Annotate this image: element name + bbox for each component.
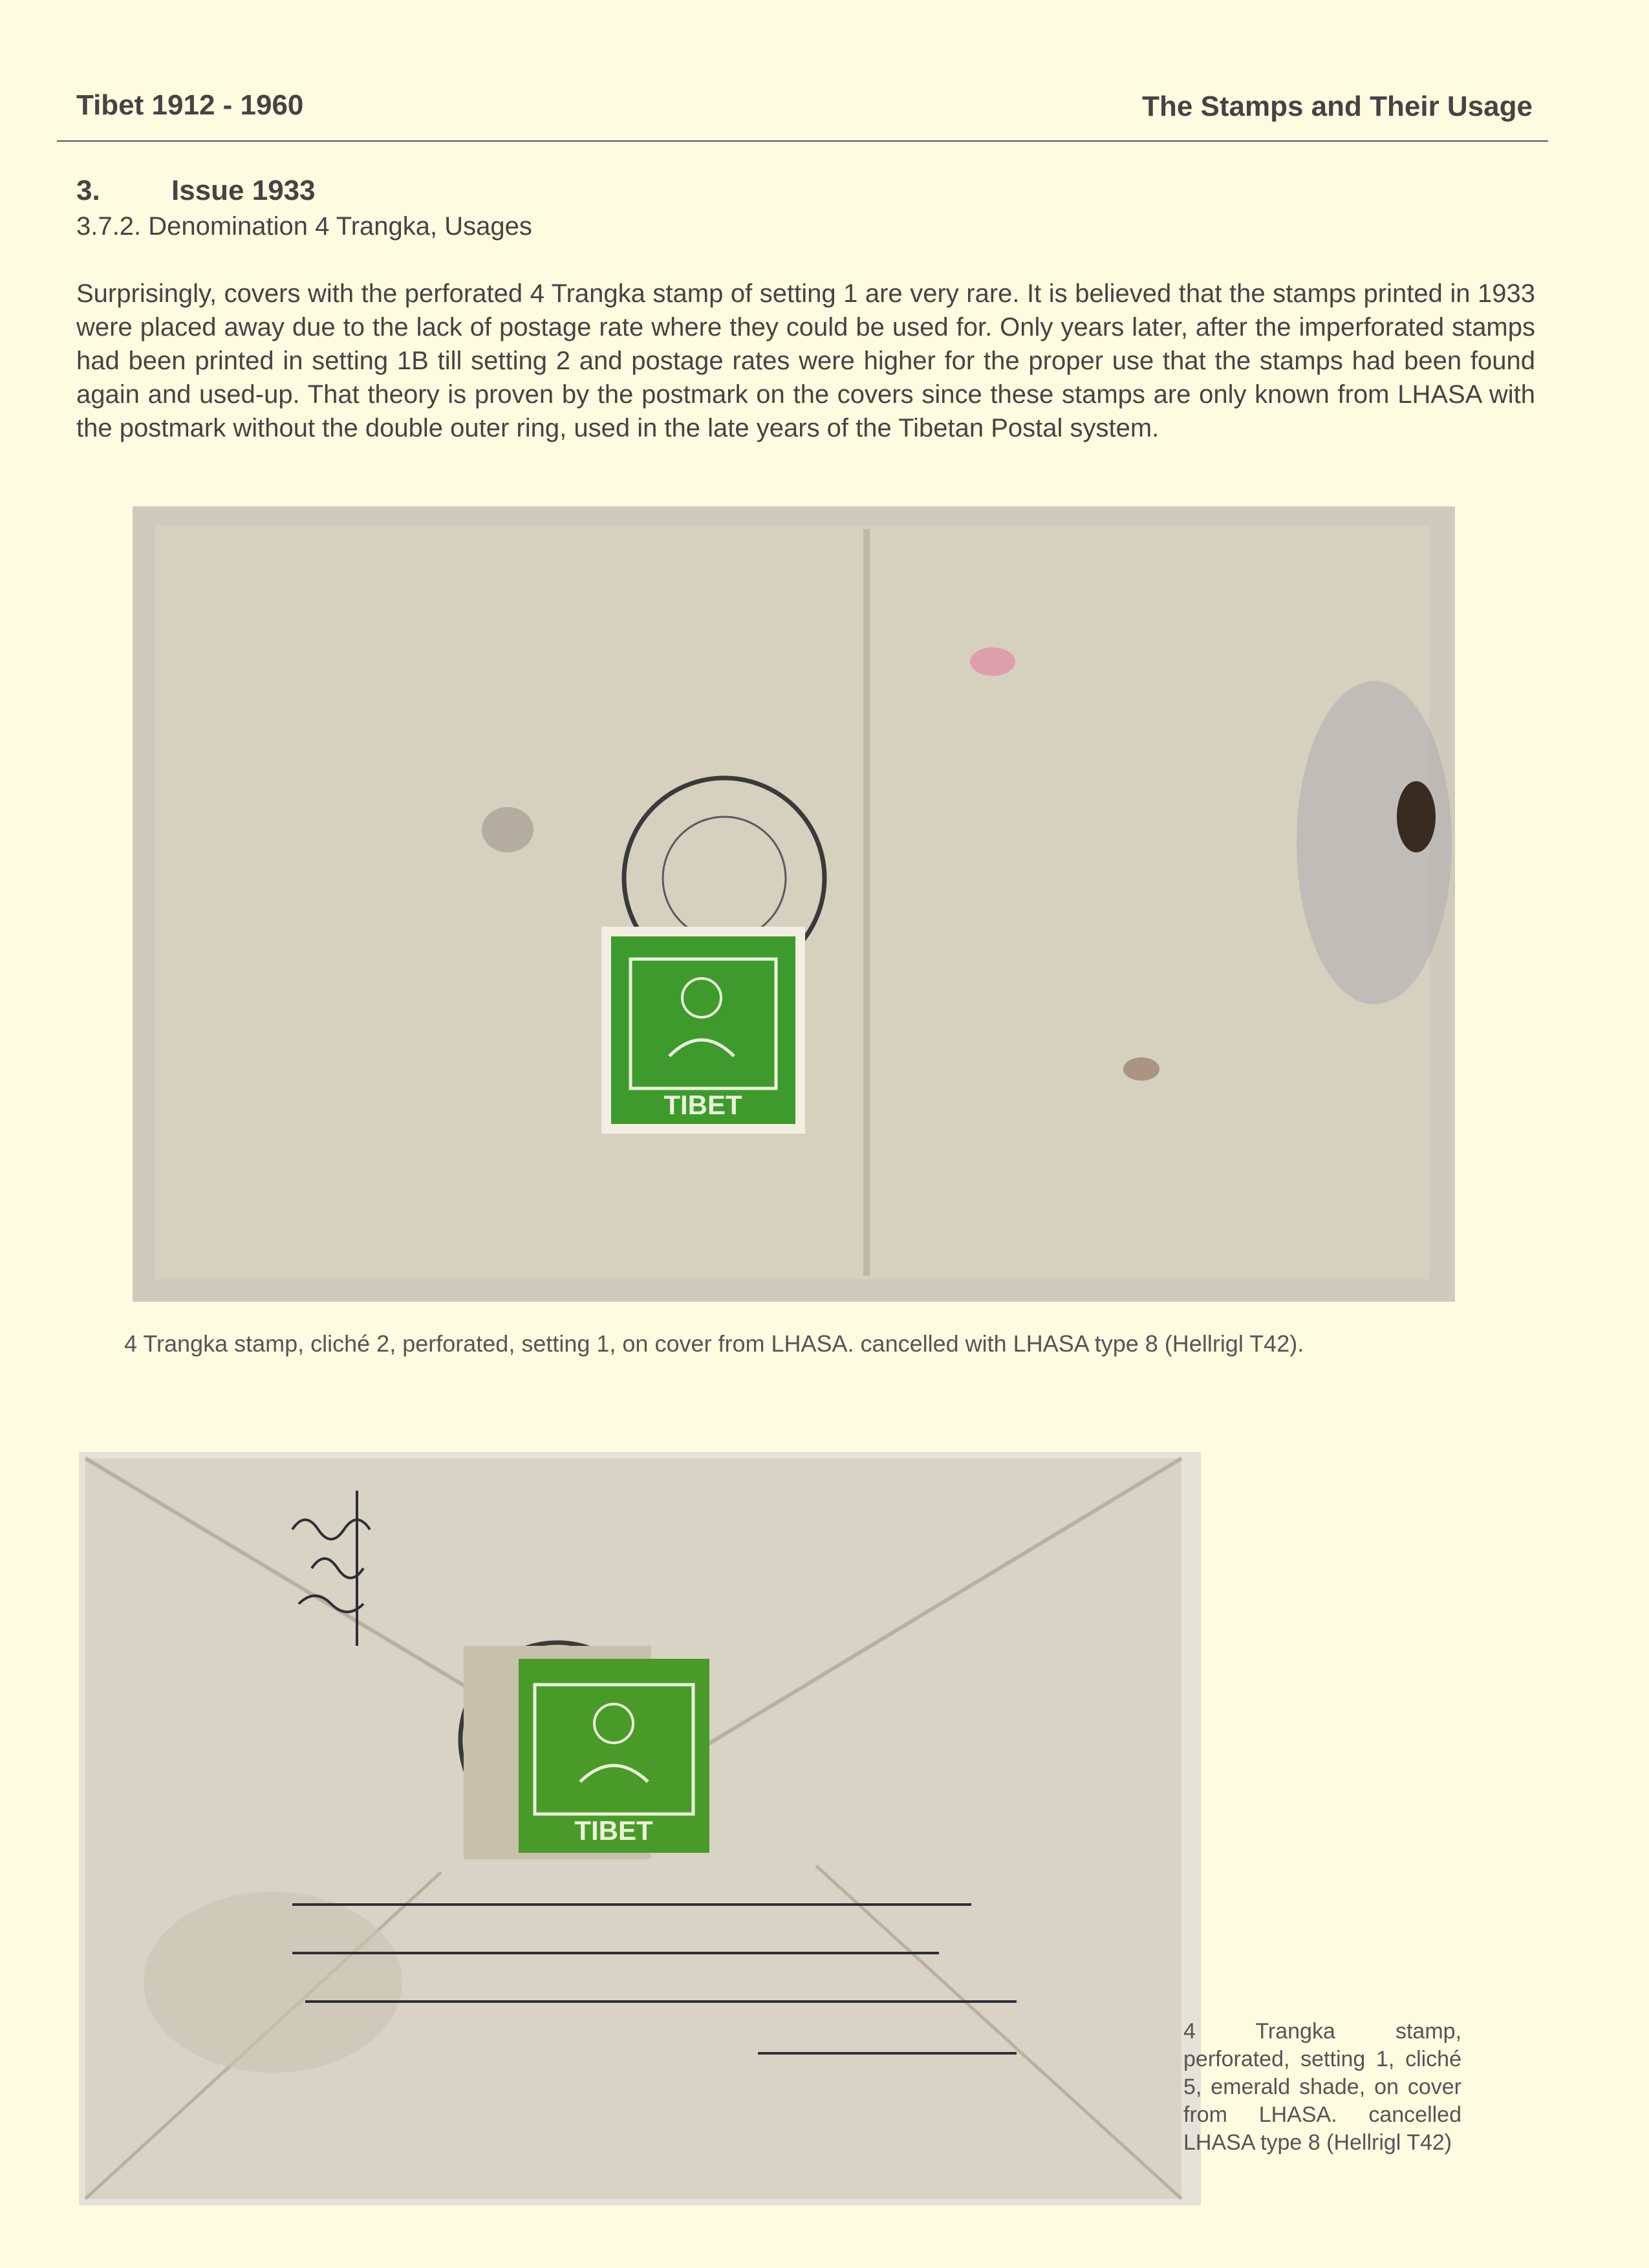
caption-figure-2: 4 Trangka stamp, perforated, setting 1, cliché 5, emerald shade, on cover from LHASA. cancelled LHASA type 8 (Hellrigl T42)	[1183, 2019, 1461, 2155]
cover-illustration-2	[79, 1452, 1201, 2205]
header-divider	[57, 140, 1548, 142]
cover-illustration-1	[133, 506, 1455, 1302]
body-paragraph: Surprisingly, covers with the perforated 4 Trangka stamp of setting 1 are very rare. It is believed that the stamps printed in 1933 were placed away due to the lack of postage rate where they could be used for. Only years later, after the imperforated stamps had been printed in setting 1B till setting 2 and postage rates were higher for the proper use that the stamps had been found again and used-up. That theory is proven by the postmark on the covers since these stamps are only known from LHASA with the postmark without the double outer ring, used in the late years of the Tibetan Postal system.	[76, 279, 1535, 442]
caption-figure-1: 4 Trangka stamp, cliché 2, perforated, setting 1, on cover from LHASA. cancelled with LHASA type 8 (Hellrigl T42).	[124, 1330, 1304, 1357]
cover-image-2	[79, 1452, 1201, 2205]
cover-image-1	[133, 506, 1455, 1302]
page-header-subtitle: The Stamps and Their Usage	[1142, 91, 1533, 122]
section-title: Issue 1933	[171, 175, 316, 206]
stamp-label: TIBET	[663, 1090, 742, 1120]
page-header-title: Tibet 1912 - 1960	[76, 89, 304, 121]
section-number: 3.	[76, 175, 100, 206]
stamp-label: TIBET	[574, 1815, 653, 1846]
subsection-heading: 3.7.2. Denomination 4 Trangka, Usages	[76, 212, 532, 241]
stamp-4-trangka-1	[601, 927, 805, 1134]
stamp-4-trangka-2	[464, 1646, 709, 1859]
